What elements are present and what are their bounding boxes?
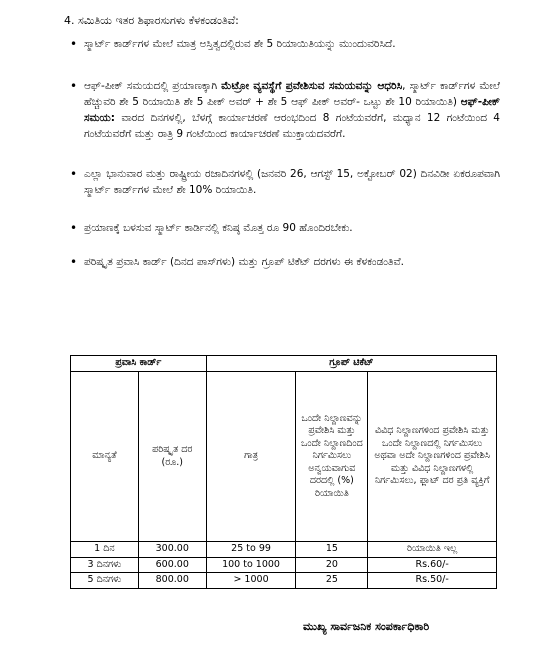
- col-header-validity: ಮಾನ್ಯತೆ: [71, 372, 139, 542]
- item-text: ಪರಿಷ್ಕೃತ ಪ್ರವಾಸಿ ಕಾರ್ಡ್ (ದಿನದ ಪಾಸ್‌ಗಳು) ಮತ್ತು ಗ್ರೂಪ್ ಟಿಕೆಟ್ ದರಗಳು ಈ ಕೆಳಕಂಡಂತಿವೆ.: [84, 256, 404, 268]
- cell-rate: 600.00: [138, 557, 206, 573]
- item-bold-text: ಆಫ್-ಪೀಕ್ ಸಮಯ:: [84, 96, 500, 124]
- cell-discount: 20: [296, 557, 368, 573]
- cell-flat-rate: Rs.60/-: [368, 557, 497, 573]
- cell-flat-rate: Rs.50/-: [368, 573, 497, 589]
- signature-title: ಮುಖ್ಯ ಸಾರ್ವಜನಿಕ ಸಂಪರ್ಕಾಧಿಕಾರಿ: [303, 620, 430, 633]
- cell-validity: 5 ದಿನಗಳು: [71, 573, 139, 589]
- item-text: ಪ್ರಯಾಣಕ್ಕೆ ಬಳಸುವ ಸ್ಮಾರ್ಟ್ ಕಾರ್ಡಿನಲ್ಲಿ ಕನಿಷ್ಠ ಮೊತ್ತ ರೂ 90 ಹೊಂದಿರಬೇಕು.: [84, 222, 353, 234]
- table-row: [71, 573, 497, 589]
- col-header-diff-station: ವಿವಿಧ ನಿಲ್ದಾಣಗಳಿಂದ ಪ್ರವೇಶಿಸಿ ಮತ್ತು ಒಂದೇ ನಿಲ್ದಾಣದಲ್ಲಿ ನಿರ್ಗಮಿಸಲು ಅಥವಾ ಅದೇ ನಿಲ್ದಾಣಗಳಿಂದ ಪ್ರವೇಶಿಸಿ ಮತ್ತು ವಿವಿಧ ನಿಲ್ದಾಣಗಳಲ್ಲಿ ನಿರ್ಗಮಿಸಲು, ಫ್ಲಾಟ್ ದರ ಪ್ರತಿ ವ್ಯಕ್ತಿಗೆ: [368, 372, 497, 542]
- bullet-icon: •: [70, 37, 78, 51]
- item-text: ಸ್ಮಾರ್ಟ್ ಕಾರ್ಡ್‌ಗಳ ಮೇಲೆ ಮಾತ್ರ ಅಸ್ತಿತ್ವದಲ್ಲಿರುವ ಶೇ 5 ರಿಯಾಯಿತಿಯನ್ನು ಮುಂದುವರಿಸಿದೆ.: [84, 38, 396, 50]
- group-ticket-header: ಗ್ರೂಪ್ ಟಿಕೆಟ್: [206, 356, 496, 372]
- bullet-icon: •: [70, 255, 78, 269]
- col-header-size: ಗಾತ್ರ: [206, 372, 296, 542]
- list-item: [70, 254, 500, 270]
- cell-discount: 15: [296, 542, 368, 558]
- recommendations-list: [70, 36, 500, 270]
- bullet-icon: •: [70, 221, 78, 235]
- cell-discount: 25: [296, 573, 368, 589]
- table-group-header-row: [71, 356, 497, 372]
- list-item: [70, 220, 500, 236]
- item-text: , ಸ್ಮಾರ್ಟ್ ಕಾರ್ಡ್‌ಗಳ ಮೇಲೆ ಹೆಚ್ಚುವರಿ ಶೇ 5 ರಿಯಾಯಿತಿ ಶೇ 5 ಪೀಕ್ ಅವರ್ + ಶೇ 5 ಆಫ್ ಪೀಕ್ ಅವರ್- ಒಟ್ಟು ಶೇ 10 ರಿಯಾಯಿತಿ): [84, 80, 500, 108]
- cell-size: 25 to 99: [206, 542, 296, 558]
- col-header-same-station: ಒಂದೇ ನಿಲ್ದಾಣವನ್ನು ಪ್ರವೇಶಿಸಿ ಮತ್ತು ಒಂದೇ ನಿಲ್ದಾಣದಿಂದ ನಿರ್ಗಮಿಸಲು ಅನ್ವಯವಾಗುವ ದರದಲ್ಲಿ (%) ರಿಯಾಯಿತಿ: [296, 372, 368, 542]
- list-item: [70, 36, 500, 52]
- tourist-card-header: ಪ್ರವಾಸಿ ಕಾರ್ಡ್: [71, 356, 207, 372]
- cell-rate: 300.00: [138, 542, 206, 558]
- col-header-revised-rate: ಪರಿಷ್ಕೃತ ದರ (ರೂ.): [138, 372, 206, 542]
- section-heading: 4. ಸಮಿತಿಯ ಇತರ ಶಿಫಾರಸುಗಳು ಕೆಳಕಂಡಂತಿವೆ:: [64, 14, 239, 27]
- table-row: [71, 542, 497, 558]
- item-bold-text: ಮೆಟ್ರೋ ವ್ಯವಸ್ಥೆಗೆ ಪ್ರವೇಶಿಸುವ ಸಮಯವನ್ನು ಆಧರಿಸಿ: [221, 80, 403, 92]
- list-item: [70, 78, 500, 142]
- table-row: [71, 557, 497, 573]
- item-text: ವಾರದ ದಿನಗಳಲ್ಲಿ, ಬೆಳಗ್ಗೆ ಕಾರ್ಯಾಚರಣೆ ಆರಂಭದಿಂದ 8 ಗಂಟೆಯವರೆಗೆ, ಮಧ್ಯಾನ 12 ಗಂಟೆಯಿಂದ 4 ಗಂಟೆಯವರೆಗೆ ಮತ್ತು ರಾತ್ರಿ 9 ಗಂಟೆಯಿಂದ ಕಾರ್ಯಾಚರಣೆ ಮುಕ್ತಾಯದವರೆಗೆ.: [84, 112, 500, 140]
- bullet-icon: •: [70, 167, 78, 181]
- cell-size: > 1000: [206, 573, 296, 589]
- table-column-header-row: [71, 372, 497, 542]
- fare-table: [70, 355, 497, 589]
- cell-validity: 1 ದಿನ: [71, 542, 139, 558]
- item-text: ಎಲ್ಲಾ ಭಾನುವಾರ ಮತ್ತು ರಾಷ್ಟ್ರೀಯ ರಜಾದಿನಗಳಲ್ಲಿ (ಜನವರಿ 26, ಆಗಸ್ಟ್ 15, ಅಕ್ಟೋಬರ್ 02) ದಿನವಿಡೀ ಏಕರೂಪವಾಗಿ ಸ್ಮಾರ್ಟ್ ಕಾರ್ಡ್‌ಗಳ ಮೇಲೆ ಶೇ 10% ರಿಯಾಯಿತಿ.: [84, 168, 500, 196]
- cell-validity: 3 ದಿನಗಳು: [71, 557, 139, 573]
- cell-flat-rate: ರಿಯಾಯಿತಿ ಇಲ್ಲ: [368, 542, 497, 558]
- cell-size: 100 to 1000: [206, 557, 296, 573]
- item-text: ಆಫ್-ಪೀಕ್ ಸಮಯದಲ್ಲಿ ಪ್ರಯಾಣಕ್ಕಾಗಿ: [84, 80, 222, 92]
- cell-rate: 800.00: [138, 573, 206, 589]
- bullet-icon: •: [70, 79, 78, 93]
- list-item: [70, 166, 500, 198]
